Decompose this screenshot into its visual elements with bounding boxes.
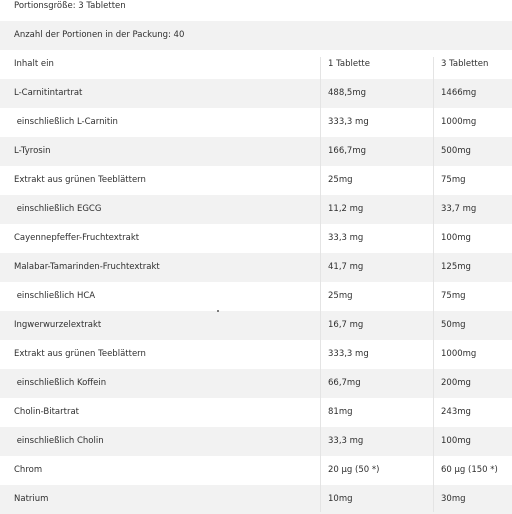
servings-per-pack-row <box>0 21 512 50</box>
amount-per-1: 81mg <box>328 407 353 417</box>
amount-per-3: 1466mg <box>441 88 477 98</box>
servings-per-pack-text: Anzahl der Portionen in der Packung: 40 <box>14 30 185 40</box>
ingredient-name: einschließlich EGCG <box>14 204 102 214</box>
table-row <box>0 166 512 195</box>
ingredient-name: Natrium <box>14 494 49 504</box>
amount-per-3: 500mg <box>441 146 471 156</box>
header-per-1: 1 Tablette <box>328 59 370 69</box>
ingredient-name: Extrakt aus grünen Teeblättern <box>14 349 146 359</box>
serving-size-text: Portionsgröße: 3 Tabletten <box>14 1 126 11</box>
column-divider <box>433 57 434 512</box>
amount-per-1: 333,3 mg <box>328 117 369 127</box>
ingredient-name: Extrakt aus grünen Teeblättern <box>14 175 146 185</box>
ingredient-name: einschließlich L-Carnitin <box>14 117 118 127</box>
amount-per-1: 66,7mg <box>328 378 361 388</box>
column-divider <box>320 57 321 512</box>
table-row <box>0 398 512 427</box>
amount-per-1: 41,7 mg <box>328 262 364 272</box>
amount-per-3: 243mg <box>441 407 471 417</box>
amount-per-3: 1000mg <box>441 117 477 127</box>
amount-per-3: 30mg <box>441 494 466 504</box>
ingredient-name: Chrom <box>14 465 43 475</box>
ingredient-name: Ingwerwurzelextrakt <box>14 320 102 330</box>
header-content: Inhalt ein <box>14 59 54 69</box>
amount-per-1: 33,3 mg <box>328 233 364 243</box>
amount-per-3: 100mg <box>441 233 471 243</box>
table-row <box>0 427 512 456</box>
amount-per-3: 60 µg (150 *) <box>441 465 498 475</box>
table-row <box>0 311 512 340</box>
serving-size-row <box>0 0 512 21</box>
amount-per-3: 50mg <box>441 320 466 330</box>
amount-per-3: 33,7 mg <box>441 204 477 214</box>
ingredient-name: einschließlich Koffein <box>14 378 107 388</box>
stray-mark <box>217 310 219 312</box>
amount-per-1: 10mg <box>328 494 353 504</box>
table-row <box>0 282 512 311</box>
table-row <box>0 253 512 282</box>
amount-per-1: 33,3 mg <box>328 436 364 446</box>
amount-per-1: 488,5mg <box>328 88 367 98</box>
amount-per-1: 16,7 mg <box>328 320 364 330</box>
ingredient-name: L-Tyrosin <box>14 146 51 156</box>
amount-per-1: 20 µg (50 *) <box>328 465 380 475</box>
amount-per-3: 75mg <box>441 291 466 301</box>
amount-per-3: 200mg <box>441 378 471 388</box>
amount-per-3: 75mg <box>441 175 466 185</box>
ingredient-name: L-Carnitintartrat <box>14 88 83 98</box>
table-row <box>0 340 512 369</box>
table-row <box>0 224 512 253</box>
amount-per-1: 25mg <box>328 291 353 301</box>
amount-per-3: 125mg <box>441 262 471 272</box>
amount-per-1: 166,7mg <box>328 146 367 156</box>
ingredient-name: einschließlich Cholin <box>14 436 104 446</box>
ingredient-name: Malabar-Tamarinden-Fruchtextrakt <box>14 262 160 272</box>
amount-per-3: 1000mg <box>441 349 477 359</box>
ingredient-name: einschließlich HCA <box>14 291 96 301</box>
ingredient-name: Cayennepfeffer-Fruchtextrakt <box>14 233 140 243</box>
amount-per-1: 11,2 mg <box>328 204 364 214</box>
table-header-row <box>0 50 512 79</box>
table-row <box>0 369 512 398</box>
ingredient-name: Cholin-Bitartrat <box>14 407 79 417</box>
amount-per-1: 333,3 mg <box>328 349 369 359</box>
table-row <box>0 108 512 137</box>
amount-per-3: 100mg <box>441 436 471 446</box>
table-row <box>0 485 512 514</box>
table-row <box>0 195 512 224</box>
amount-per-1: 25mg <box>328 175 353 185</box>
table-row <box>0 137 512 166</box>
header-per-3: 3 Tabletten <box>441 59 489 69</box>
table-row <box>0 79 512 108</box>
table-row <box>0 456 512 485</box>
